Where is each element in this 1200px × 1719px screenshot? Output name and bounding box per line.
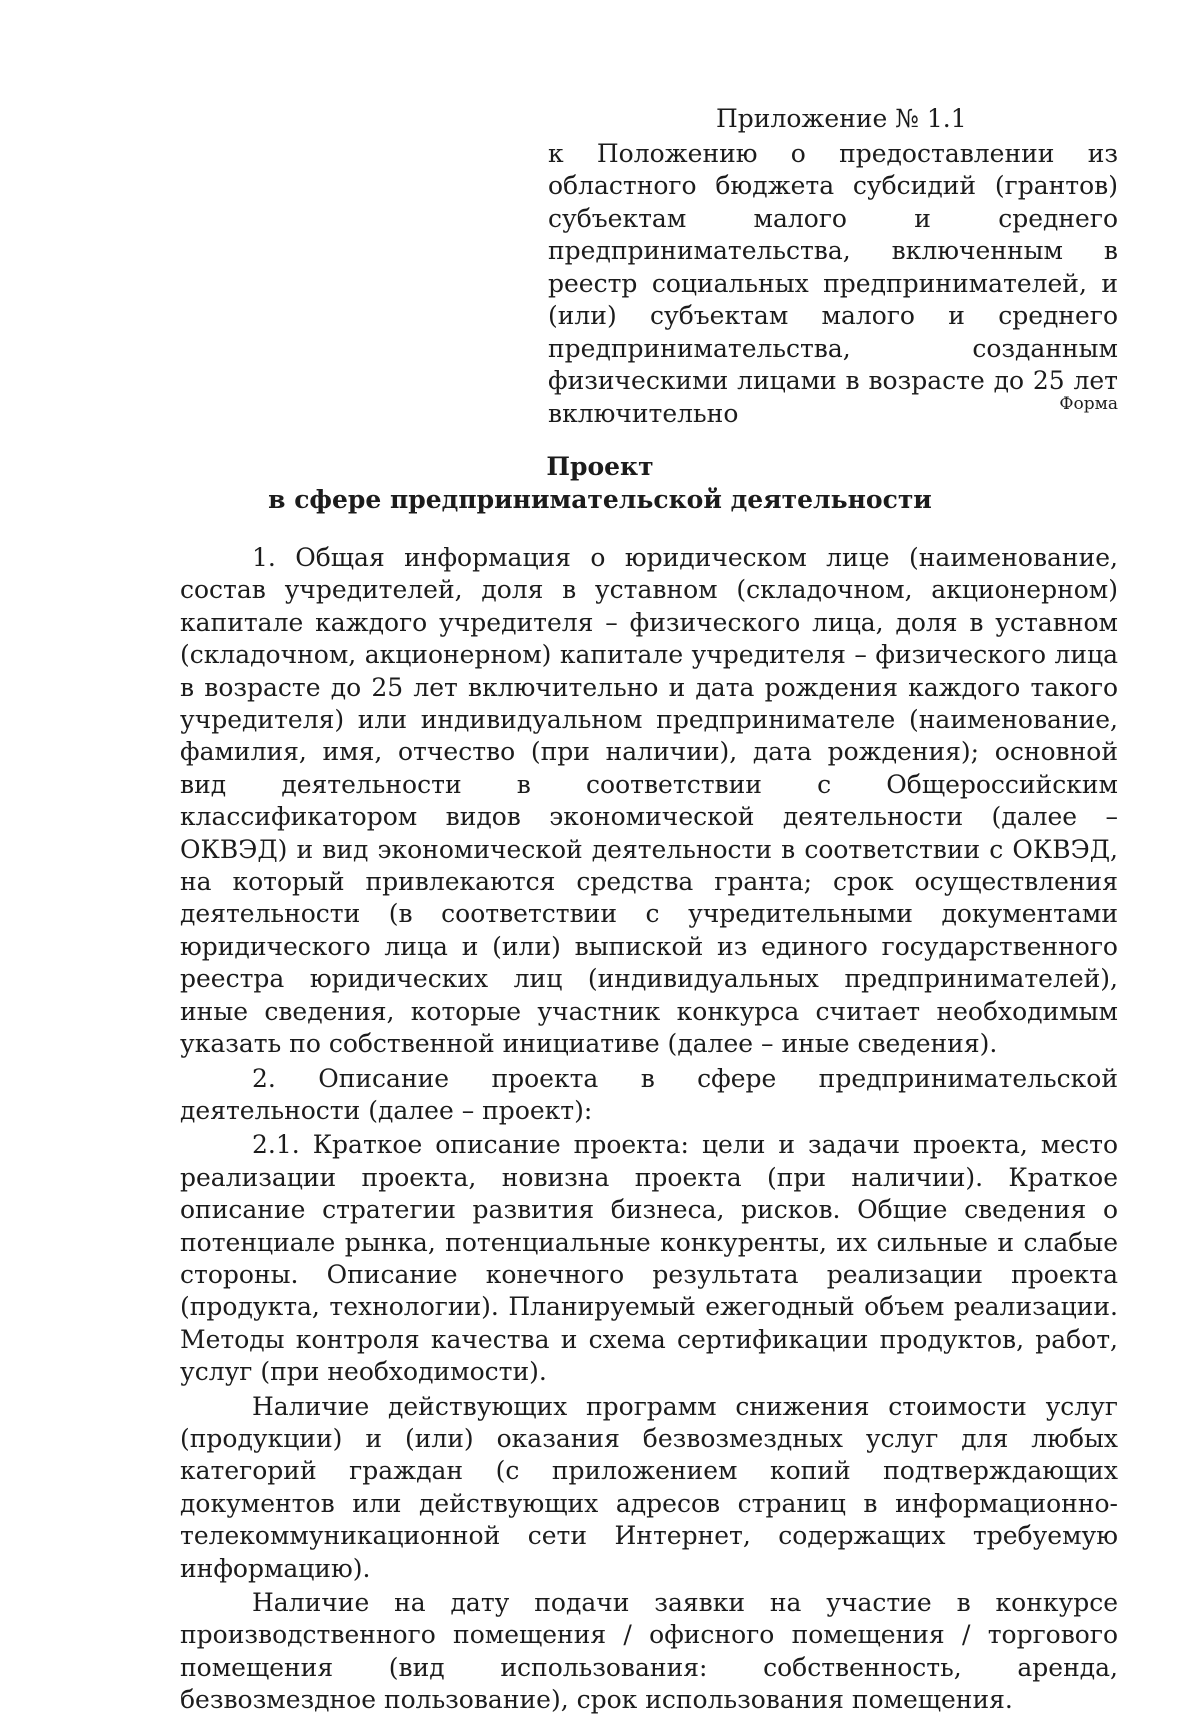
document-title [0, 450, 1200, 516]
paragraph-2: 2. Описание проекта в сфере предпринимательской деятельности (далее – проект): [180, 1063, 1118, 1125]
paragraph-premises: Наличие на дату подачи заявки на участие в конкурсе производственного помещения / офисного помещения / торгового помещения (вид использования: собственность, аренда, безвозмездное пользование), срок использования помещения. [180, 1588, 1118, 1715]
form-label: Форма [1059, 394, 1118, 414]
paragraph-programs: Наличие действующих программ снижения стоимости услуг (продукции) и (или) оказания безвозмездных услуг для любых категорий граждан (с приложением копий подтверждающих документов или действующих адресов страниц в информационно-телекоммуникационной сети Интернет, содержащих требуемую информацию). [180, 1391, 1118, 1583]
document-title-line1: Проект [546, 452, 654, 481]
paragraph-2-1: 2.1. Краткое описание проекта: цели и задачи проекта, место реализации проекта, новизна проекта (при наличии). Краткое описание стратегии развития бизнеса, рисков. Общие сведения о потенциале рынка, потенциальные конкуренты, их сильные и слабые стороны. Описание конечного результата реализации проекта (продукта, технологии). Планируемый ежегодный объем реализации. Методы контроля качества и схема сертификации продуктов, работ, услуг (при необходимости). [180, 1130, 1118, 1387]
paragraph-1: 1. Общая информация о юридическом лице (наименование, состав учредителей, доля в уставном (складочном, акционерном) капитале каждого учредителя – физического лица, доля в уставном (складочном, акционерном) капитале учредителя – физического лица в возрасте до 25 лет включительно и дата рождения каждого такого учредителя) или индивидуальном предпринимателе (наименование, фамилия, имя, отчество (при наличии), дата рождения); основной вид деятельности в соответствии с Общероссийским классификатором видов экономической деятельности (далее – ОКВЭД) и вид экономической деятельности в соответствии с ОКВЭД, на который привлекаются средства гранта; срок осуществления деятельности (в соответствии с учредительными документами юридического лица и (или) выпиской из единого государственного реестра юридических лиц (индивидуальных предпринимателей), иные сведения, которые участник конкурса считает необходимым указать по собственной инициативе (далее – иные сведения). [180, 543, 1118, 1059]
appendix-block [548, 103, 1118, 430]
document-title-line2: в сфере предпринимательской деятельности [268, 485, 932, 514]
document-body [180, 542, 1118, 1719]
appendix-text: к Положению о предоставлении из областного бюджета субсидий (грантов) субъектам малого и среднего предпринимательства, включенным в реестр социальных предпринимателей, и (или) субъектам малого и среднего предпринимательства, созданным физическими лицами в возрасте до 25 лет включительно [548, 138, 1118, 428]
appendix-title: Приложение № 1.1 [716, 104, 967, 133]
